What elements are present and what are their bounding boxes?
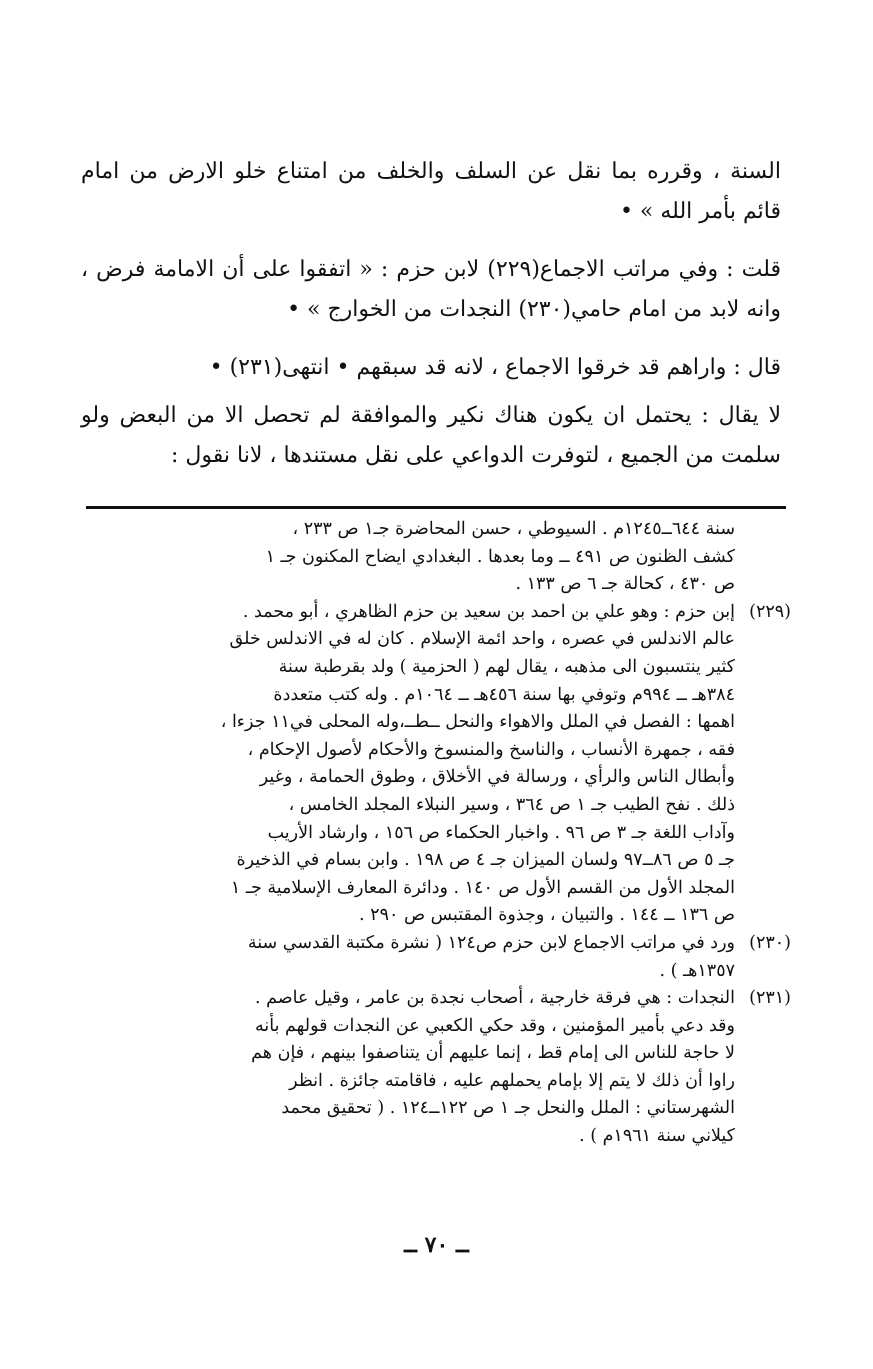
footnote-230 xyxy=(79,930,791,985)
footnote-line: إبن حزم : وهو علي بن احمد بن سعيد بن حزم الظاهري ، أبو محمد . xyxy=(242,601,735,622)
footnote-229 xyxy=(79,599,791,930)
footnote-line: فقه ، جمهرة الأنساب ، والناسخ والمنسوخ والأحكام لأصول الإحكام ، xyxy=(247,739,735,760)
footnote-line: ص ١٣٦ ــ ١٤٤ . والتبيان ، وجذوة المقتبس ص ٢٩٠ . xyxy=(359,905,735,926)
footnote-number: (٢٣٠) xyxy=(749,932,791,953)
footnote-number: (٢٢٩) xyxy=(749,601,791,622)
footnote-line: عالم الاندلس في عصره ، واحد ائمة الإسلام . كان له في الاندلس خلق xyxy=(229,629,735,650)
footnote-continuation xyxy=(79,516,791,599)
footnote-line: وأبطال الناس والرأي ، ورسالة في الأخلاق ، وطوق الحمامة ، وغير xyxy=(259,767,735,788)
footnotes-section xyxy=(79,516,791,1151)
footnote-line: سنة ٦٤٤ــ١٢٤٥م . السيوطي ، حسن المحاضرة جـ١ ص ٢٣٣ ، xyxy=(292,519,735,539)
footnote-line: جـ ٥ ص ٨٦ــ٩٧ ولسان الميزان جـ ٤ ص ١٩٨ . وابن بسام في الذخيرة xyxy=(236,850,735,871)
page-number: ــ ٧٠ ــ xyxy=(404,1232,469,1258)
footnote-line: وقد دعي بأمير المؤمنين ، وقد حكي الكعبي عن النجدات قولهم بأنه xyxy=(255,1015,735,1036)
footnote-line: وآداب اللغة جـ ٣ ص ٩٦ . واخبار الحكماء ص ١٥٦ ، وارشاد الأريب xyxy=(267,822,735,843)
footnote-line: ذلك . نفح الطيب جـ ١ ص ٣٦٤ ، وسير النبلاء المجلد الخامس ، xyxy=(288,794,735,815)
footnote-line: ٣٨٤هـ ــ ٩٩٤م وتوفي بها سنة ٤٥٦هـ ــ ١٠٦٤م . وله كتب متعددة xyxy=(273,684,735,705)
footnote-line: كشف الظنون ص ٤٩١ ــ وما بعدها . البغدادي ايضاح المكنون جـ ١ xyxy=(265,546,735,567)
footnote-divider xyxy=(86,506,786,509)
footnote-line: كيلاني سنة ١٩٦١م ) . xyxy=(579,1126,735,1147)
footnote-line: لا حاجة للناس الى إمام قط ، إنما عليهم أن يتناصفوا بينهم ، فإن هم xyxy=(251,1043,735,1064)
footnote-line: راوا أن ذلك لا يتم إلا بإمام يحملهم عليه ، فاقامته جائزة . انظر xyxy=(289,1070,735,1091)
body-paragraph-1: السنة ، وقرره بما نقل عن السلف والخلف من امتناع خلو الارض من امام قائم بأمر الله » • xyxy=(81,159,781,224)
body-paragraph-2: قلت : وفي مراتب الاجماع(٢٢٩) لابن حزم : « اتفقوا على أن الامامة فرض ، وانه لابد من امام حامي(٢٣٠) النجدات من الخوارج » • xyxy=(81,257,781,322)
footnote-line: ١٣٥٧هـ ) . xyxy=(659,960,735,981)
footnote-line: كثير ينتسبون الى مذهبه ، يقال لهم ( الحزمية ) ولد بقرطبة سنة xyxy=(278,656,735,677)
footnote-body xyxy=(79,599,735,930)
body-paragraph-3: قال : واراهم قد خرقوا الاجماع ، لانه قد سبقهم • انتهى(٢٣١) • xyxy=(209,355,781,380)
body-paragraph-4: لا يقال : يحتمل ان يكون هناك نكير والموافقة لم تحصل الا من البعض ولو سلمت من الجميع ، لتوفرت الدواعي على نقل مستندها ، لانا نقول : xyxy=(81,403,781,468)
footnote-number: (٢٣١) xyxy=(749,988,791,1009)
footnote-line: الشهرستاني : الملل والنحل جـ ١ ص ١٢٢ــ١٢٤ . ( تحقيق محمد xyxy=(281,1098,735,1119)
footnote-line: المجلد الأول من القسم الأول ص ١٤٠ . ودائرة المعارف الإسلامية جـ ١ xyxy=(230,877,735,898)
footnote-body xyxy=(79,516,735,599)
footnote-body xyxy=(79,985,735,1151)
footnote-body xyxy=(79,930,735,985)
footnote-line: اهمها : الفصل في الملل والاهواء والنحل ــطــ،وله المحلى في١١ جزءا ، xyxy=(220,712,735,733)
footnote-231 xyxy=(79,985,791,1151)
footnote-line: ص ٤٣٠ ، كحالة جـ ٦ ص ١٣٣ . xyxy=(515,574,735,595)
main-body-text xyxy=(81,152,781,494)
footnote-line: ورد في مراتب الاجماع لابن حزم ص١٢٤ ( نشرة مكتبة القدسي سنة xyxy=(247,932,735,953)
footnote-line: النجدات : هي فرقة خارجية ، أصحاب نجدة بن عامر ، وقيل عاصم . xyxy=(254,988,735,1009)
